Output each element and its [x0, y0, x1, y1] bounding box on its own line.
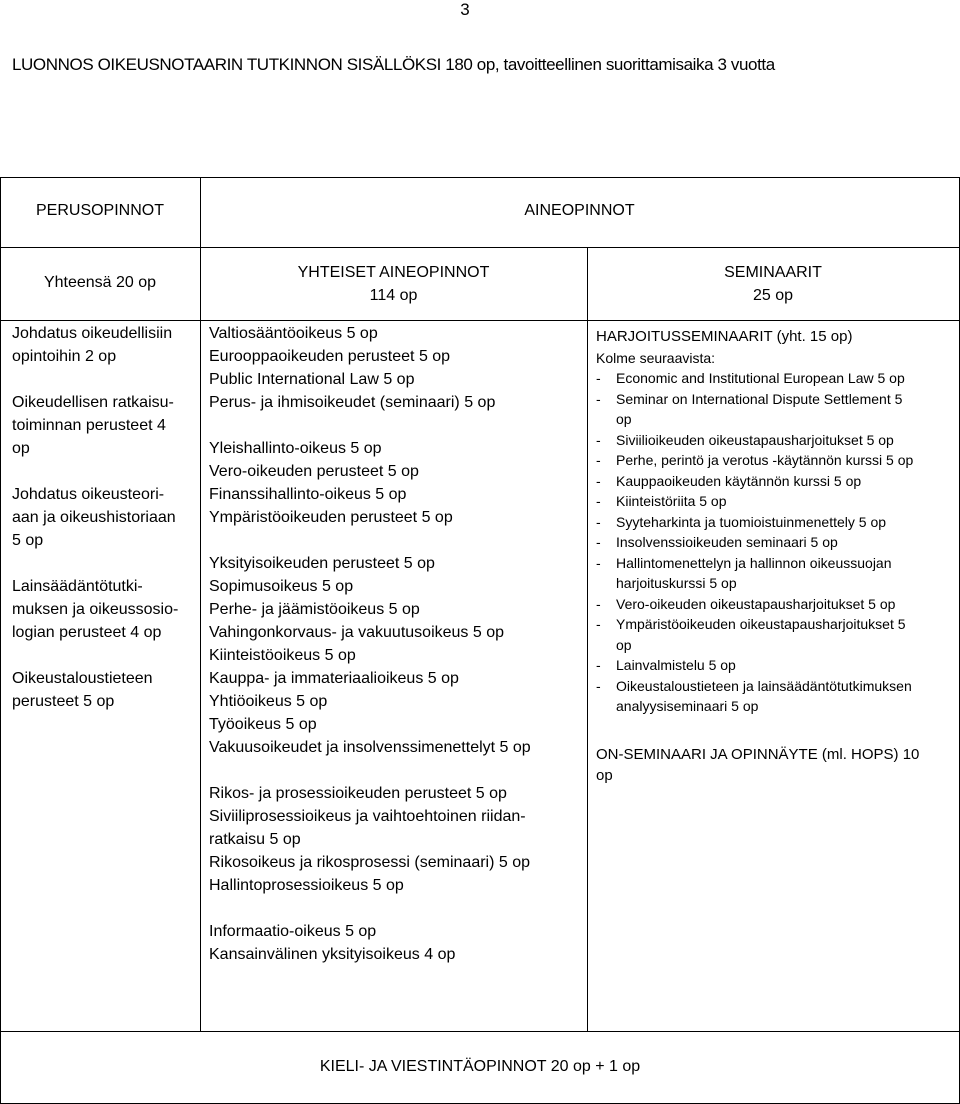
list-item: - Oikeustaloustieteen ja lainsäädäntötutkimuksen analyysiseminaari 5 op — [596, 677, 912, 714]
list-group: Informaatio-oikeus 5 op Kansainvälinen yksityisoikeus 4 op — [209, 923, 456, 963]
list-item: - Lainvalmistelu 5 op — [596, 657, 736, 673]
table-top-border — [0, 177, 960, 178]
kieli-viestinta-row: KIELI- JA VIESTINTÄOPINNOT 20 op + 1 op — [319, 1058, 641, 1075]
list-item: - Insolvenssioikeuden seminaari 5 op — [596, 534, 838, 550]
list-item: Oikeudellisen ratkaisu- toiminnan perusteet 4 op — [12, 394, 174, 457]
list-item: Oikeustaloustieteen perusteet 5 op — [12, 670, 153, 710]
seminaarit-title: SEMINAARIT — [724, 264, 822, 281]
page-number: 3 — [460, 0, 470, 19]
list-item: - Vero-oikeuden oikeustapausharjoitukset 5 op — [596, 595, 896, 612]
list-item: - Siviilioikeuden oikeustapausharjoitukset 5 op — [596, 431, 894, 448]
list-group: Yleishallinto-oikeus 5 op Vero-oikeuden perusteet 5 op Finanssihallinto-oikeus 5 op Ympäristöoikeuden perusteet 5 op — [209, 440, 453, 526]
yhteiset-list — [209, 322, 585, 966]
perusopinnot-total: Yhteensä 20 op — [43, 274, 157, 291]
yhteiset-aineopinnot-header — [200, 261, 587, 307]
on-seminaari: ON-SEMINAARI JA OPINNÄYTE (ml. HOPS) 10 op — [596, 745, 920, 784]
list-group: Rikos- ja prosessioikeuden perusteet 5 op Siviiliprosessioikeus ja vaihtoehtoinen riidan- ratkaisu 5 op Rikosoikeus ja rikosprosessi (seminaari) 5 op Hallintoprosessioikeus 5 op — [209, 785, 531, 894]
column-divider-2 — [587, 247, 588, 1031]
subheader-row-border — [0, 320, 960, 321]
list-item: - Kiinteistöriita 5 op — [596, 493, 727, 509]
list-item: - Hallintomenettelyn ja hallinnon oikeussuojan harjoituskurssi 5 op — [596, 554, 892, 591]
table-left-border — [0, 177, 1, 1104]
list-item: - Ympäristöoikeuden oikeustapausharjoitukset 5 op — [596, 616, 906, 653]
seminaarit-list — [596, 327, 956, 786]
seminaarit-total: 25 op — [752, 287, 794, 304]
yhteiset-title: YHTEISET AINEOPINNOT — [297, 264, 490, 281]
seminaarit-header — [587, 261, 959, 307]
list-item: - Perhe, perintö ja verotus -käytännön kurssi 5 op — [596, 452, 914, 468]
list-item: - Seminar on International Dispute Settlement 5 op — [596, 390, 903, 427]
list-item: - Syyteharkinta ja tuomioistuinmenettely 5 op — [596, 513, 887, 530]
header-row-border — [0, 247, 960, 248]
perusopinnot-list — [12, 322, 198, 713]
list-group: Valtiosääntöoikeus 5 op Eurooppaoikeuden perusteet 5 op Public International Law 5 op Perus- ja ihmisoikeudet (seminaari) 5 op — [209, 325, 496, 411]
body-bottom-border — [0, 1031, 960, 1032]
perusopinnot-header: PERUSOPINNOT — [35, 202, 164, 219]
harjoitusseminaarit-heading: HARJOITUSSEMINAARIT (yht. 15 op) — [596, 328, 853, 345]
list-item: - Kauppaoikeuden käytännön kurssi 5 op — [596, 472, 862, 489]
list-item: Lainsäädäntötutki- muksen ja oikeussosio- logian perusteet 4 op — [12, 578, 179, 641]
aineopinnot-header: AINEOPINNOT — [524, 202, 635, 219]
seminaarit-intro: Kolme seuraavista: — [596, 349, 716, 366]
yhteiset-total: 114 op — [369, 287, 418, 304]
list-item: Johdatus oikeusteori- aan ja oikeushistoriaan 5 op — [12, 486, 176, 549]
list-item: - Economic and Institutional European Law 5 op — [596, 370, 905, 386]
list-item: Johdatus oikeudellisiin opintoihin 2 op — [12, 325, 173, 365]
page-title: LUONNOS OIKEUSNOTAARIN TUTKINNON SISÄLLÖKSI 180 op, tavoitteellinen suorittamisaika 3 vuotta — [12, 55, 775, 74]
list-group: Yksityisoikeuden perusteet 5 op Sopimusoikeus 5 op Perhe- ja jäämistöoikeus 5 op Vahingonkorvaus- ja vakuutusoikeus 5 op Kiinteistöoikeus 5 op Kauppa- ja immateriaalioikeus 5 op Yhtiöoikeus 5 op Työoikeus 5 op Vakuusoikeudet ja insolvenssimenettelyt 5 op — [209, 555, 531, 756]
